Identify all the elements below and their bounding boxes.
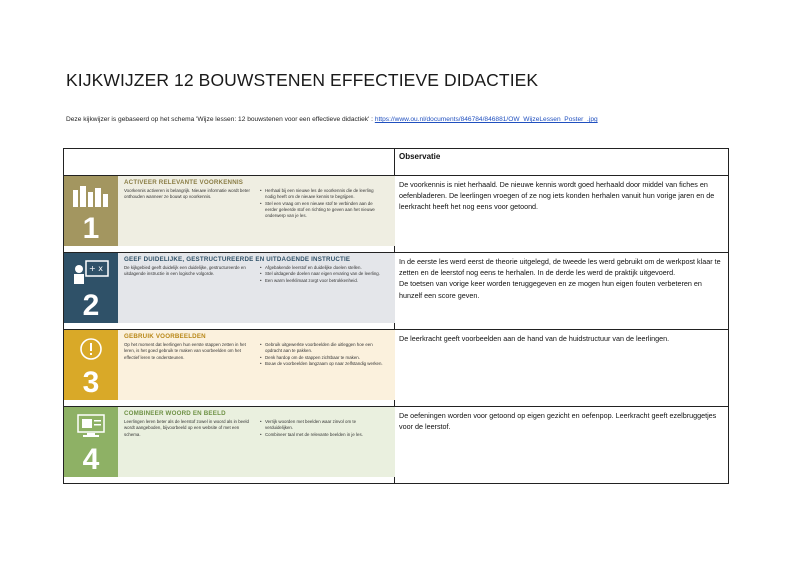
bullet-item: • Verrijk woorden met beelden waar zinvol om te verduidelijken. xyxy=(260,419,385,432)
bouwsteen-number: 2 xyxy=(82,289,100,322)
bouwsteen-content xyxy=(118,176,395,246)
table-header-row xyxy=(64,149,729,176)
bullet-item: • Denk hardop om de stappen zichtbaar te maken. xyxy=(260,355,385,361)
observation-cell xyxy=(395,176,729,253)
bouwsteen-cell xyxy=(64,407,395,484)
header-empty-cell xyxy=(64,149,395,176)
bullet-item: • Afgebakende leerstof en duidelijke doelen stellen. xyxy=(260,265,385,271)
bouwsteen-number: 1 xyxy=(82,212,100,245)
bullet-item: • Herhaal bij een nieuwe les de voorkennis die de leerling nodig heeft om de nieuwe kennis te begrijpen. xyxy=(260,188,385,201)
bouwsteen-block xyxy=(64,176,395,246)
observation-text: In de eerste les werd eerst de theorie uitgelegd, de tweede les werd gebruikt om de werkpost klaar te zetten en de leerstof nog eens te herhalen. In de derde les werd de praktijk uitgevoerd. De toetsen van vorige keer worden teruggegeven en ze mogen hun eigen fouten verbeteren en hunzelf een score geven. xyxy=(399,257,721,300)
bouwsteen-block xyxy=(64,407,395,477)
bouwsteen-content xyxy=(118,253,395,323)
bouwsteen-content xyxy=(118,330,395,400)
bouwsteen-description: Leerlingen leren beter als de leerstof zowel in woord als in beeld wordt aangeboden, bijvoorbeeld op een website of met een schema. xyxy=(124,419,249,437)
bouwsteen-cell xyxy=(64,253,395,330)
bouwsteen-content xyxy=(118,407,395,477)
bouwsteen-description: De kijkgebied geeft duidelijk een duidelijke, gestructureerde en uitdagende instructie in een logische volgorde. xyxy=(124,265,246,277)
bouwsteen-block xyxy=(64,253,395,323)
observation-cell xyxy=(395,407,729,484)
observation-text: De leerkracht geeft voorbeelden aan de hand van de huidstructuur van de leerlingen. xyxy=(399,334,670,343)
bullet-item: • Combineer taal met de relevante beelden in je les. xyxy=(260,432,385,438)
bouwsteen-bullets xyxy=(260,342,385,367)
source-link[interactable]: https://www.ou.nl/documents/846784/846881/OW_WijzeLessen_Poster_.jpg xyxy=(374,116,598,123)
page-title: KIJKWIJZER 12 BOUWSTENEN EFFECTIEVE DIDACTIEK xyxy=(66,70,539,90)
bouwsteen-side xyxy=(64,407,118,477)
intro-text xyxy=(66,116,598,123)
bouwsteen-number: 4 xyxy=(82,443,100,476)
bouwsteen-cell xyxy=(64,330,395,407)
bouwsteen-heading: GEBRUIK VOORBEELDEN xyxy=(124,333,206,340)
bouwsteen-block xyxy=(64,330,395,400)
bullet-item: • Bouw de voorbeelden langzaam op naar zelfstandig werken. xyxy=(260,361,385,367)
bouwsteen-number: 3 xyxy=(82,366,100,399)
bullet-item: • Stel een vraag om een nieuwe stof te verbinden aan de eerder geleerde stof en richting te geven aan het nieuwe onderwerp van je les. xyxy=(260,201,385,220)
observation-text: De oefeningen worden voor getoond op eigen gezicht en oefenpop. Leerkracht geeft ezelbruggetjes voor de leerstof. xyxy=(399,411,717,432)
bouwsteen-description: Op het moment dat leerlingen hun eerste stappen zetten in het leren, is het goed gebruik te maken van voorbeelden om het effectief leren te ondersteunen. xyxy=(124,342,246,360)
bouwsteen-description: Voorkennis activeren is belangrijk. Nieuwe informatie wordt beter onthouden wanneer ze bouwt op voorkennis. xyxy=(124,188,250,200)
bouwsteen-bullets xyxy=(260,265,385,284)
bouwsteen-bullets xyxy=(260,419,385,438)
bouwsteen-side xyxy=(64,253,118,323)
observatie-header: Observatie xyxy=(395,149,729,176)
bouwsteen-cell xyxy=(64,176,395,253)
bullet-item: • Gebruik uitgewerkte voorbeelden die uitleggen hoe een opdracht aan te pakken. xyxy=(260,342,385,355)
observation-cell xyxy=(395,330,729,407)
observation-text: De voorkennis is niet herhaald. De nieuwe kennis wordt goed herhaald door middel van fiches en oefenbladeren. De leerlingen vroegen of ze nog iets konden herhalen vanuit hun vorige jaren en de leerkracht heeft het nog eens voor getoond. xyxy=(399,180,715,212)
svg-text:+ x: + x xyxy=(89,264,103,273)
bouwsteen-heading: GEEF DUIDELIJKE, GESTRUCTUREERDE EN UITDAGENDE INSTRUCTIE xyxy=(124,256,351,263)
bouwsteen-heading: ACTIVEER RELEVANTE VOORKENNIS xyxy=(124,179,244,186)
bouwsteen-bullets xyxy=(260,188,385,219)
table-row xyxy=(64,176,729,253)
table-row xyxy=(64,330,729,407)
intro-sentence: Deze kijkwijzer is gebaseerd op het schema 'Wijze lessen: 12 bouwstenen voor een effectieve didactiek' : xyxy=(66,116,375,123)
bouwsteen-heading: COMBINEER WOORD EN BEELD xyxy=(124,410,226,417)
bullet-item: • Een warm leerklimaat zorgt voor betrokkenheid. xyxy=(260,278,385,284)
bullet-item: • Stel uitdagende doelen naar eigen ervaring van de leerling. xyxy=(260,271,385,277)
observation-cell xyxy=(395,253,729,330)
table-row xyxy=(64,253,729,330)
bouwsteen-side xyxy=(64,176,118,246)
bouwsteen-side xyxy=(64,330,118,400)
kijkwijzer-table xyxy=(63,148,729,484)
table-row xyxy=(64,407,729,484)
